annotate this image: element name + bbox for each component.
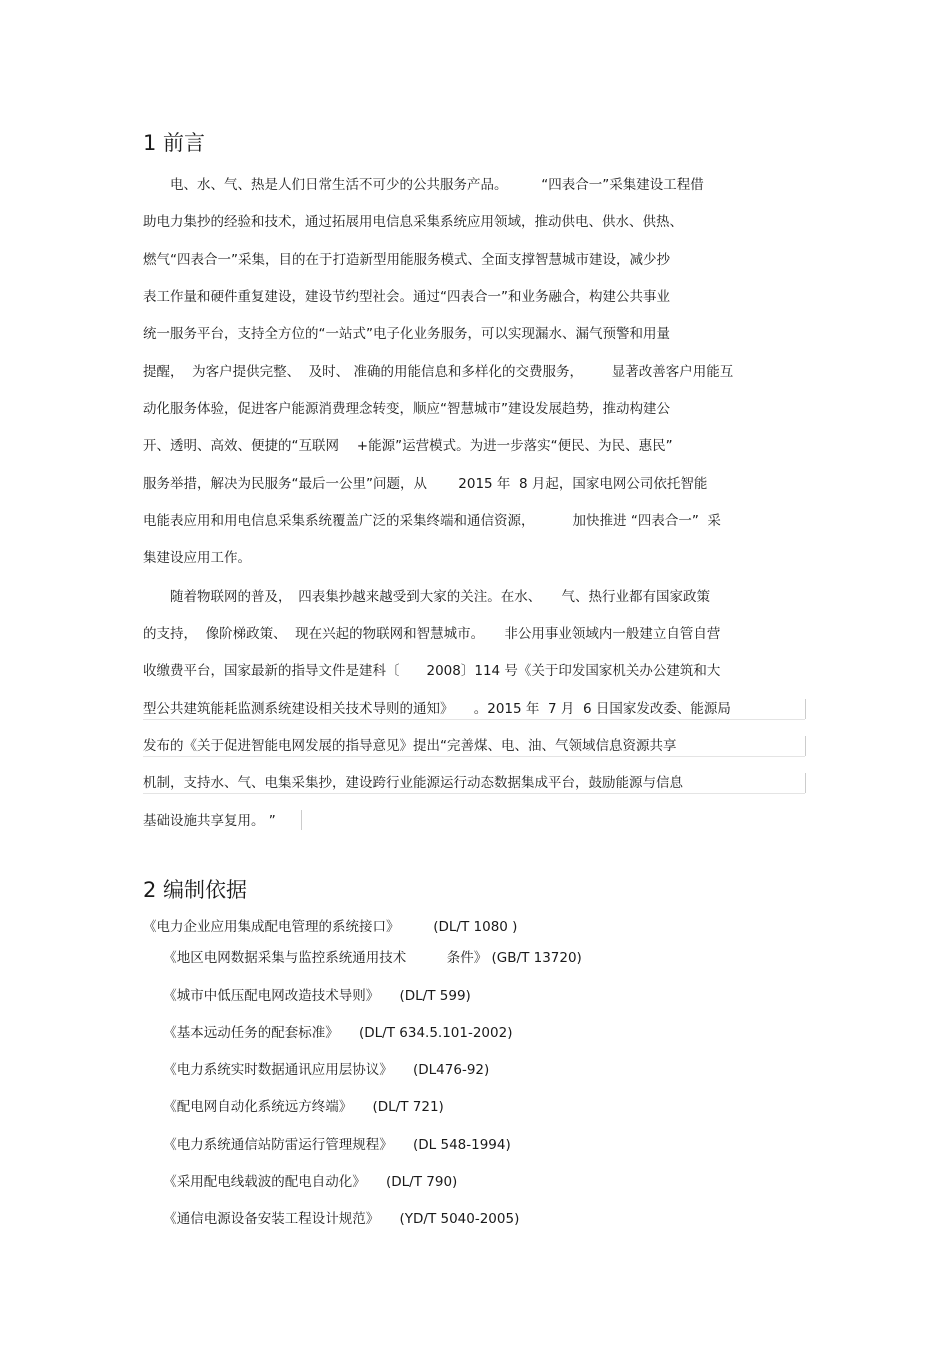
paragraph-line: 服务举措，解决为民服务“最后一公里”问题，从 2015 年 8 月起，国家电网公司依托智能 [143, 476, 708, 492]
paragraph-line: 电、水、气、热是人们日常生活不可少的公共服务产品。 “四表合一”采集建设工程借 [143, 177, 704, 193]
scan-mark [805, 736, 806, 756]
list-item: 《通信电源设备安装工程设计规范》 (YD/T 5040-2005) [143, 1211, 520, 1227]
list-item: 《城市中低压配电网改造技术导则》 (DL/T 599) [143, 988, 471, 1004]
paragraph-line: 电能表应用和用电信息采集系统覆盖广泛的采集终端和通信资源， 加快推进 “四表合一” 采 [143, 513, 721, 529]
paragraph-line: 统一服务平台，支持全方位的“一站式”电子化业务服务，可以实现漏水、漏气预警和用量 [143, 326, 670, 342]
paragraph-line: 提醒， 为客户提供完整、 及时、 准确的用能信息和多样化的交费服务， 显著改善客户用能互 [143, 364, 734, 380]
paragraph-line: 动化服务体验，促进客户能源消费理念转变，顺应“智慧城市”建设发展趋势，推动构建公 [143, 401, 670, 417]
scan-mark [143, 756, 805, 757]
paragraph-line: 表工作量和硬件重复建设，建设节约型社会。通过“四表合一”和业务融合，构建公共事业 [143, 289, 670, 305]
paragraph-line: 机制，支持水、气、电集采集抄，建设跨行业能源运行动态数据集成平台，鼓励能源与信息 [143, 775, 683, 791]
list-item: 《配电网自动化系统远方终端》 (DL/T 721) [143, 1099, 444, 1115]
list-item: 《电力企业应用集成配电管理的系统接口》 (DL/T 1080 ) [143, 919, 518, 935]
list-item: 《电力系统通信站防雷运行管理规程》 (DL 548-1994) [143, 1137, 511, 1153]
paragraph-line: 开、透明、高效、便捷的“互联网 +能源”运营模式。为进一步落实“便民、为民、惠民” [143, 438, 673, 454]
list-item: 《采用配电线载波的配电自动化》 (DL/T 790) [143, 1174, 458, 1190]
paragraph-line: 型公共建筑能耗监测系统建设相关技术导则的通知》 。2015 年 7 月 6 日国家发改委、能源局 [143, 701, 731, 717]
section-heading-basis: 2 编制依据 [143, 878, 248, 902]
section-heading-preface: 1 前言 [143, 131, 206, 155]
scan-mark [143, 719, 805, 720]
paragraph-line: 发布的《关于促进智能电网发展的指导意见》提出“完善煤、电、油、气领域信息资源共享 [143, 738, 677, 754]
list-item: 《基本远动任务的配套标准》 (DL/T 634.5.101-2002) [143, 1025, 513, 1041]
paragraph-line: 随着物联网的普及， 四表集抄越来越受到大家的关注。在水、 气、热行业都有国家政策 [143, 589, 710, 605]
paragraph-line: 的支持， 像阶梯政策、 现在兴起的物联网和智慧城市。 非公用事业领域内一般建立自管自营 [143, 626, 721, 642]
paragraph-line: 集建设应用工作。 [143, 550, 251, 566]
paragraph-line: 助电力集抄的经验和技术，通过拓展用电信息采集系统应用领域，推动供电、供水、供热、 [143, 214, 683, 230]
paragraph-line: 燃气“四表合一”采集，目的在于打造新型用能服务模式、全面支撑智慧城市建设，减少抄 [143, 252, 670, 268]
list-item: 《电力系统实时数据通讯应用层协议》 (DL476-92) [143, 1062, 490, 1078]
paragraph-line: 收缴费平台，国家最新的指导文件是建科〔 2008〕114 号《关于印发国家机关办公建筑和大 [143, 663, 721, 679]
scan-mark [805, 773, 806, 793]
list-item: 《地区电网数据采集与监控系统通用技术 条件》 (GB/T 13720) [143, 950, 582, 966]
scan-mark [143, 793, 805, 794]
scan-mark [805, 699, 806, 719]
paragraph-line: 基础设施共享复用。 ” [143, 813, 276, 829]
scan-mark [301, 810, 302, 830]
